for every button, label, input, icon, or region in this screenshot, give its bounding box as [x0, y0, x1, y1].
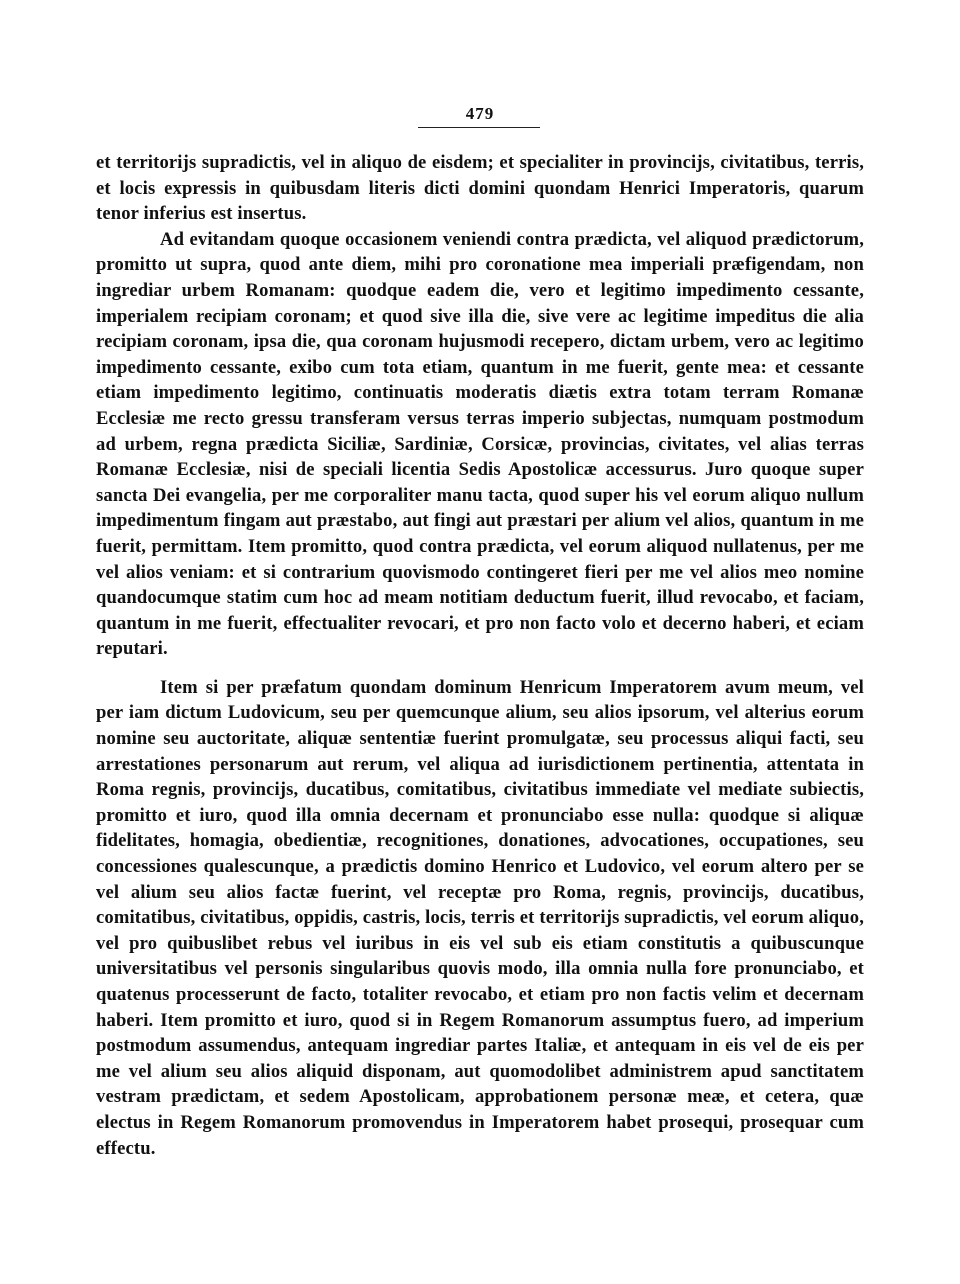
- body-text: [96, 150, 864, 1161]
- paragraph-gap: [96, 662, 864, 675]
- paragraph-continuation: et territorijs supradictis, vel in aliquo de eisdem; et specialiter in provincijs, civitatibus, terris, et locis expressis in quibusdam literis dicti domini quondam Henrici Imperatoris, quarum tenor inferius est insertus.: [96, 152, 864, 225]
- paragraph-ad-evitandam: Ad evitandam quoque occasionem veniendi contra prædicta, vel aliquod prædictorum, promitto ut supra, quod ante diem, mihi pro coronatione mea imperiali præfigendam, non ingrediar urbem Romanam: quodque eadem die, vero et legitimo impedimento cessante, imperialem recipiam coronam; et quod sive illa die, sive vere ac legitime impeditus die alia recipiam coronam, ipsa die, qua coronam hujusmodi recepero, dictam urbem, vero ac legitimo impedimento cessante, exibo cum tota etiam, quantum in me fuerit, gente mea: et cessante etiam impedimento legitimo, continuatis moderatis diætis extra totam terram Romanæ Ecclesiæ me recto gressu transferam versus terras imperio subjectas, numquam postmodum ad urbem, regna prædicta Siciliæ, Sardiniæ, Corsicæ, provincias, civitates, vel alias terras Romanæ Ecclesiæ, nisi de speciali licentia Sedis Apostolicæ accessurus. Juro quoque super sancta Dei evangelia, per me corporaliter manu tacta, quod super his vel eorum aliquo nullum impedimentum fingam aut præstabo, aut fingi aut præstari per alium vel alios, quantum in me fuerit, permittam. Item promitto, quod contra prædicta, vel eorum aliquod nullatenus, per me vel alios veniam: et si contrarium quovismodo contingeret fieri per me vel alios meo nomine quandocumque statim cum hoc ad meam notitiam deductum fuerit, illud revocabo, et faciam, quantum in me fuerit, effectualiter revocari, et pro non facto volo et decerno haberi, et eciam reputari.: [96, 228, 864, 660]
- page-number-rule: [418, 127, 540, 128]
- paragraph-item-si-per: Item si per præfatum quondam dominum Henricum Imperatorem avum meum, vel per iam dictum Ludovicum, seu per quemcunque alium, seu alios ipsorum, vel alterius eorum nomine seu auctoritate, aliquæ sententiæ fuerint promulgatæ, seu processus aliqui facti, seu arrestationes personarum aut rerum, vel aliqua ad iurisdictionem pertinentia, attentata in Roma regnis, provincijs, ducatibus, comitatibus, civitatibus immediate vel mediate subiectis, promitto et iuro, quod illa omnia decernam et pronunciabo esse nulla: quodque si aliquæ fidelitates, homagia, obedientiæ, recognitiones, donationes, advocationes, occupationes, seu concessiones qualescunque, a prædictis domino Henrico et Ludovico, vel eorum altero per se vel alium seu alios factæ fuerint, vel receptæ pro Roma, regnis, provincijs, ducatibus, comitatibus, civitatibus, oppidis, castris, locis, terris et territorijs supradictis, vel eorum aliquo, vel pro quibuslibet rebus vel iuribus in eis vel sub eis etiam constitutis a quibuscunque universitatibus vel personis singularibus quovis modo, illa omnia nulla fore pronunciabo, et quatenus processerunt de facto, totaliter revocabo, et etiam pro non factis velim et decernam haberi. Item promitto et iuro, quod si in Regem Romanorum assumptus fuero, ad imperium postmodum assumendus, antequam ingrediar partes Italiæ, et antequam in eis vel de eis per me vel alium seu alios aliquid disponam, aut quomodolibet administrem apud sanctitatem vestram prædictam, et sedem Apostolicam, approbationem personæ meæ, et cetera, quæ electus in Regem Romanorum promovendus in Imperatorem habet prosequi, prosequar cum effectu.: [96, 676, 864, 1159]
- page-number: 479: [465, 104, 495, 123]
